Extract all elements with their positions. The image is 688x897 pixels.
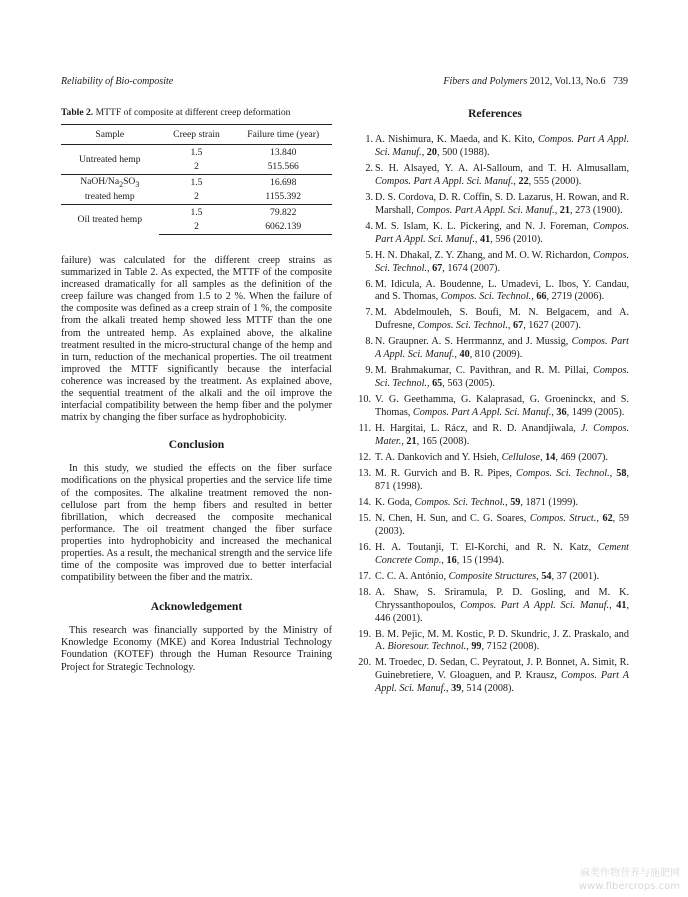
- reference-volume: 21: [559, 204, 570, 216]
- reference-volume: 54: [541, 570, 552, 582]
- subscript: 3: [135, 179, 140, 189]
- reference-authors: M. Brahmakumar, C. Pavithran, and R. M. Pillai,: [375, 365, 594, 377]
- strain-cell: 2: [194, 161, 199, 173]
- reference-authors: N. Chen, H. Sun, and C. G. Soares,: [375, 512, 530, 524]
- reference-item: [358, 467, 630, 494]
- reference-number: 2.: [365, 162, 373, 174]
- reference-number: 11.: [358, 423, 371, 435]
- reference-pages-year: , 514 (2008).: [461, 683, 514, 695]
- reference-separator: ,: [401, 435, 407, 447]
- reference-authors: N. Graupner. A. S. Herrmannz, and J. Mussig,: [375, 336, 572, 348]
- reference-separator: ,: [536, 570, 542, 582]
- reference-number: 6.: [365, 278, 373, 290]
- strain-cell: 2: [194, 191, 199, 203]
- reference-journal: Compos. Part A Appl. Sci. Manuf.: [375, 134, 630, 158]
- reference-text: [375, 336, 629, 362]
- reference-journal: Compos. Part A Appl. Sci. Manuf.: [412, 407, 552, 419]
- reference-journal: Compos. Part A Appl. Sci. Manuf.: [375, 670, 629, 695]
- reference-separator: ,: [446, 683, 452, 695]
- reference-separator: ,: [474, 233, 480, 245]
- reference-separator: ,: [441, 554, 447, 566]
- time-cell: 515.566: [267, 161, 299, 173]
- reference-number: 4.: [365, 220, 373, 232]
- reference-number: 14.: [358, 496, 371, 508]
- reference-volume: 20: [426, 146, 437, 158]
- running-header-citation: [443, 76, 628, 87]
- reference-number: 5.: [365, 249, 373, 261]
- table-row: [61, 145, 332, 160]
- column-header-failure-time: Failure time (year): [234, 125, 332, 145]
- reference-pages-year: , 469 (2007).: [555, 451, 608, 463]
- reference-volume: 22: [518, 175, 529, 187]
- sample-text: NaOH/Na: [80, 176, 120, 188]
- reference-separator: ,: [609, 467, 617, 479]
- reference-journal: Compos. Struct.: [529, 512, 597, 524]
- reference-authors: V. G. Geethamma, G. Kalaprasad, G. Groeninckx, and S. Thomas,: [375, 394, 629, 419]
- reference-authors: D. S. Cordova, D. R. Coffin, S. D. Lazarus, H. Rowan, and R. Marshall,: [375, 191, 629, 216]
- reference-volume: 59: [510, 496, 521, 508]
- table-row: [61, 205, 332, 220]
- reference-volume: 99: [471, 641, 482, 653]
- reference-separator: ,: [551, 407, 557, 419]
- time-cell: 13.840: [234, 145, 332, 160]
- reference-text: [375, 307, 629, 333]
- reference-volume: 16: [446, 554, 457, 566]
- table-caption-text: MTTF of composite at different creep deformation: [95, 107, 291, 118]
- time-cell: 1155.392: [265, 191, 302, 203]
- time-cell: 6062.139: [234, 220, 332, 235]
- reference-item: [361, 192, 629, 218]
- reference-text: [375, 250, 629, 276]
- reference-text: [375, 163, 629, 189]
- reference-authors: B. M. Pejic, M. M. Kostic, P. D. Skundric, J. Z. Praskalo, and A.: [375, 628, 629, 653]
- reference-pages-year: , 810 (2009).: [469, 349, 523, 361]
- reference-item: [361, 365, 629, 391]
- reference-separator: ,: [507, 320, 513, 332]
- reference-pages-year: , 1871 (1999).: [520, 496, 579, 508]
- reference-text: [375, 468, 629, 494]
- reference-number: 10.: [358, 394, 371, 406]
- reference-number: 7.: [365, 307, 373, 319]
- reference-separator: ,: [513, 175, 519, 187]
- reference-separator: ,: [426, 378, 433, 390]
- reference-number: 1.: [365, 134, 373, 145]
- column-header-sample: Sample: [61, 125, 159, 145]
- reference-volume: 21: [406, 435, 417, 447]
- reference-pages-year: , 165 (2008).: [416, 435, 470, 447]
- reference-number: 13.: [358, 467, 371, 479]
- reference-item: [358, 496, 629, 510]
- reference-item: [361, 163, 629, 189]
- conclusion-paragraph: In this study, we studied the effects on the fiber surface modifications on the physical properties and the service life time of the composites. The alkaline treatment removed the non-cellulose part from the hemp fibers and resulted in better fibrillation, which decreased the composite mechanical performance. The oil treatment changed the fiber surface properties into hydrophobicity and increased the mechanical properties. As a result, the mechanical strength and the service life time of the composite was improved due to better interfacial compatibility between the fiber and the matrix.: [61, 463, 332, 584]
- reference-separator: ,: [609, 599, 617, 611]
- reference-pages-year: , 1499 (2005).: [566, 407, 625, 419]
- reference-pages-year: , 1627 (2007).: [523, 320, 581, 332]
- watermark-line2: www.fibercrops.com: [578, 881, 680, 892]
- reference-pages-year: , 37 (2001).: [551, 570, 600, 582]
- reference-item: [358, 451, 629, 465]
- reference-text: [375, 629, 629, 655]
- reference-journal: J. Compos. Mater.: [375, 423, 630, 447]
- table-caption: [61, 107, 332, 118]
- reference-separator: ,: [421, 146, 427, 158]
- reference-number: 15.: [358, 512, 371, 524]
- strain-cell: 2: [159, 220, 235, 235]
- reference-text: [375, 192, 629, 218]
- reference-item: [361, 250, 629, 276]
- reference-journal: Compos. Part A Appl. Sci. Manuf.: [375, 175, 514, 187]
- volume-info: 2012, Vol.13, No.6: [529, 76, 606, 87]
- table-row: [61, 175, 332, 190]
- reference-text: [375, 221, 629, 247]
- reference-text: [375, 513, 629, 539]
- reference-authors: A. Shaw, S. Sriramula, P. D. Gosling, and M. K. Chryssanthopoulos,: [375, 586, 629, 611]
- watermark-line1: 麻类作物营养与施肥网: [580, 868, 680, 879]
- reference-pages-year: , 7152 (2008).: [481, 641, 540, 653]
- reference-item: [361, 134, 629, 160]
- reference-pages-year: , 1674 (2007).: [442, 262, 500, 274]
- sample-cell: Oil treated hemp: [61, 205, 159, 235]
- reference-volume: 36: [556, 407, 567, 419]
- sample-text: treated hemp: [84, 190, 135, 202]
- reference-item: [358, 628, 629, 655]
- reference-text: [375, 452, 629, 465]
- reference-item: [358, 512, 630, 539]
- reference-number: 16.: [358, 541, 371, 553]
- reference-authors: T. A. Dankovich and Y. Hsieh,: [375, 451, 502, 463]
- reference-volume: 41: [480, 233, 491, 245]
- reference-separator: ,: [505, 496, 511, 508]
- reference-journal: Cellulose: [501, 451, 541, 463]
- reference-number: 9.: [365, 365, 373, 377]
- reference-authors: M. Troedec, D. Sedan, C. Peyratout, J. P. Bonnet, A. Simit, R. Guinebretiere, V. Gloaguen, and P. Krausz,: [375, 657, 629, 682]
- reference-journal: Compos. Sci. Technol.: [440, 291, 532, 303]
- conclusion-heading: Conclusion: [168, 438, 225, 452]
- reference-item: [358, 586, 630, 626]
- reference-journal: Bioresour. Technol.: [387, 641, 467, 653]
- reference-journal: Compos. Part A Appl. Sci. Manuf.: [460, 599, 610, 611]
- strain-cell: 1.5: [159, 175, 235, 190]
- reference-separator: ,: [454, 349, 460, 361]
- acknowledgement-paragraph: This research was financially supported by the Ministry of Knowledge Economy (MKE) and Korea Industrial Technology Foundation (KOTEF) through the Human Resource Training Project for Strategic Technology.: [61, 625, 332, 673]
- reference-authors: A. Nishimura, K. Maeda, and K. Kito,: [375, 134, 539, 145]
- reference-number: 8.: [365, 336, 373, 348]
- reference-journal: Cement Concrete Comp.: [375, 541, 629, 566]
- reference-item: [361, 307, 629, 333]
- reference-list: [358, 134, 630, 696]
- reference-pages-year: , 500 (1988).: [436, 146, 490, 158]
- reference-separator: ,: [531, 291, 537, 303]
- reference-volume: 62: [602, 512, 613, 524]
- reference-number: 18.: [358, 586, 371, 598]
- table-header-row: [61, 125, 332, 145]
- reference-text: [375, 423, 629, 449]
- reference-volume: 67: [513, 320, 524, 332]
- left-column: [61, 107, 332, 674]
- reference-journal: Composite Structures: [448, 570, 537, 582]
- reference-text: [375, 279, 629, 305]
- reference-separator: ,: [554, 204, 560, 216]
- reference-authors: M. R. Gurvich and B. R. Pipes,: [375, 467, 517, 479]
- reference-pages-year: , 2719 (2006).: [546, 291, 605, 303]
- reference-authors: M. Abdelmouleh, S. Boufi, M. N. Belgacem, and A. Dufresne,: [375, 307, 629, 332]
- running-header-title: Reliability of Bio-composite: [61, 76, 174, 87]
- reference-pages-year: , 555 (2000).: [528, 175, 582, 187]
- reference-volume: 41: [616, 599, 627, 611]
- reference-pages-year: , 273 (1900).: [569, 204, 623, 216]
- reference-pages-year: , 446 (2001).: [375, 599, 630, 624]
- reference-number: 12.: [358, 451, 371, 463]
- sample-cell: [61, 175, 159, 205]
- reference-volume: 14: [545, 451, 556, 463]
- reference-authors: K. Goda,: [375, 496, 415, 508]
- reference-pages-year: , 596 (2010).: [490, 233, 543, 245]
- reference-journal: Compos. Part A Appl. Sci. Manuf.: [416, 204, 555, 216]
- reference-item: [358, 423, 630, 449]
- column-header-creep-strain: Creep strain: [159, 125, 235, 145]
- reference-separator: ,: [596, 512, 603, 524]
- reference-journal: Compos. Sci. Technol.: [375, 249, 629, 274]
- reference-item: [358, 657, 629, 696]
- strain-cell: 1.5: [159, 205, 235, 220]
- reference-journal: Compos. Part A Appl. Sci. Manuf.: [375, 220, 629, 245]
- reference-text: [375, 497, 629, 510]
- reference-item: [358, 570, 629, 584]
- reference-separator: ,: [426, 262, 433, 274]
- reference-pages-year: , 15 (1994).: [456, 554, 505, 566]
- reference-journal: Compos. Sci. Technol.: [417, 320, 508, 332]
- time-cell: 79.822: [234, 205, 332, 220]
- mttf-table: [61, 124, 332, 235]
- reference-separator: ,: [466, 641, 472, 653]
- reference-volume: 40: [459, 349, 470, 361]
- table-caption-label: Table 2.: [61, 107, 94, 118]
- time-cell: 16.698: [234, 175, 332, 190]
- reference-text: [375, 365, 629, 391]
- reference-number: 19.: [358, 628, 371, 640]
- reference-authors: H. A. Toutanji, T. El-Korchi, and R. N. Katz,: [375, 541, 598, 553]
- reference-journal: Compos. Sci. Technol.: [375, 365, 629, 390]
- reference-text: [375, 134, 629, 160]
- body-paragraph: failure) was calculated for the different creep strains as summarized in Table 2. As expected, the MTTF of the composite increased dramatically for all samples as the definition of the creep failure was changed from 1.5 to 2 %. When the failure of the composite was defined as a creep strain of 1 %, the composite from the alkali treated hemp showed less MTTF than the one from the untreated hemp. As explained above, the alkaline treatment resulted in the micro-structural change of the hemp and in turn, reduction of the mechanical properties. The oil treatment improved the MTTF significantly because the interfacial coherence was increased by the treatment. As explained above, the sequential treatment of the alkali and the oil improve the interfacial compatibility between the hemp fiber and the polymer matrix by changing the fiber surface as hydrophobicity.: [61, 255, 332, 424]
- reference-item: [361, 336, 629, 362]
- references-heading: References: [468, 107, 522, 120]
- reference-number: 17.: [358, 570, 371, 582]
- reference-authors: S. H. Alsayed, Y. A. Al-Salloum, and T. H. Almusallam,: [375, 162, 629, 174]
- subscript: 2: [119, 179, 124, 189]
- reference-text: [375, 571, 629, 584]
- reference-authors: M. S. Islam, K. L. Pickering, and N. J. Foreman,: [375, 220, 594, 232]
- strain-cell: 1.5: [159, 145, 235, 160]
- reference-volume: 67: [432, 262, 443, 274]
- reference-separator: ,: [540, 451, 546, 463]
- reference-volume: 39: [451, 683, 462, 695]
- right-column: [358, 107, 630, 699]
- reference-item: [361, 221, 629, 247]
- reference-journal: Compos. Part A Appl. Sci. Manuf.: [375, 336, 629, 361]
- reference-item: [358, 394, 629, 420]
- reference-journal: Compos. Sci. Technol.: [516, 467, 610, 479]
- reference-authors: M. Idicula, A. Boudenne, L. Umadevi, L. Ibos, Y. Candau, and S. Thomas,: [375, 278, 629, 303]
- reference-text: [375, 587, 629, 626]
- sample-text: SO: [123, 176, 136, 188]
- reference-item: [361, 279, 629, 305]
- reference-authors: H. N. Dhakal, Z. Y. Zhang, and M. O. W. Richardon,: [375, 249, 594, 261]
- reference-volume: 58: [616, 467, 627, 479]
- acknowledgement-heading: Acknowledgement: [150, 600, 243, 614]
- page-number: 739: [613, 76, 628, 87]
- reference-item: [358, 541, 629, 568]
- watermark: [579, 867, 680, 893]
- reference-journal: Compos. Sci. Technol.: [414, 496, 506, 508]
- reference-pages-year: , 563 (2005).: [442, 378, 495, 390]
- reference-text: [375, 657, 629, 696]
- reference-volume: 66: [536, 291, 547, 303]
- journal-name: Fibers and Polymers: [443, 76, 528, 87]
- reference-volume: 65: [432, 378, 443, 390]
- reference-number: 20.: [358, 657, 371, 669]
- reference-pages-year: , 871 (1998).: [375, 467, 630, 492]
- reference-pages-year: , 59 (2003).: [375, 512, 630, 537]
- reference-text: [375, 394, 629, 420]
- reference-authors: H. Hargitai, L. Rácz, and R. D. Anandjiwala,: [375, 423, 581, 435]
- reference-text: [375, 542, 629, 568]
- reference-number: 3.: [365, 191, 373, 203]
- sample-cell: Untreated hemp: [61, 145, 159, 175]
- reference-authors: C. C. A. António,: [375, 570, 449, 582]
